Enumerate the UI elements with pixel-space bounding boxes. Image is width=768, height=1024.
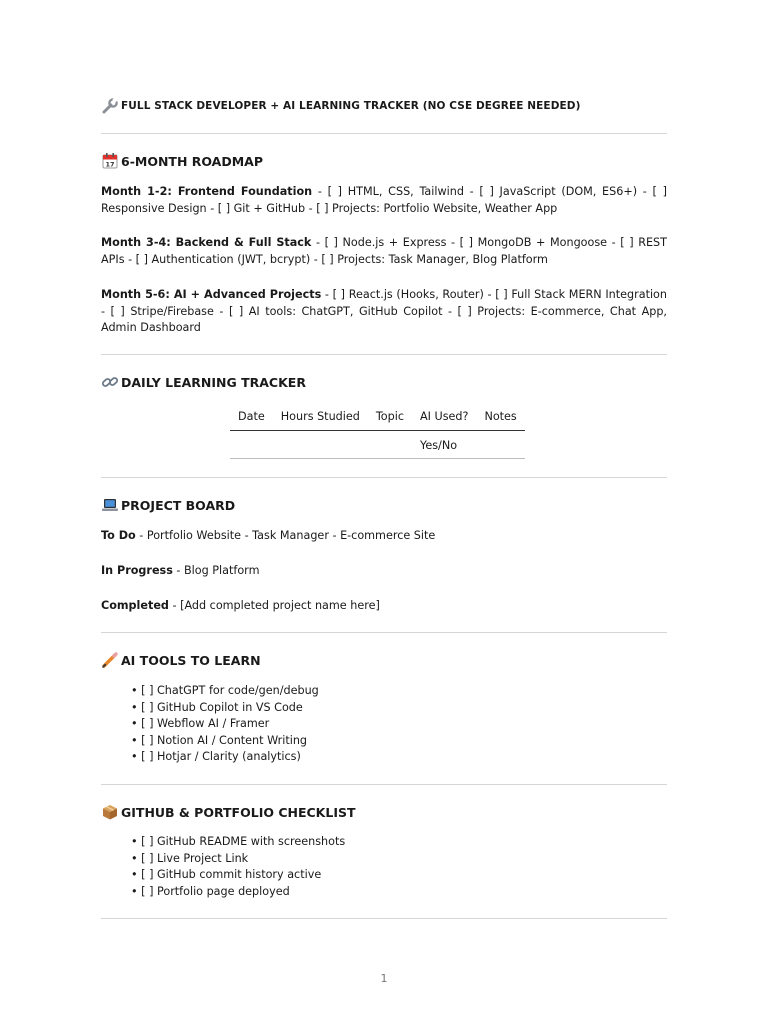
link-icon <box>101 373 119 391</box>
project-board-heading-text: PROJECT BOARD <box>121 497 236 513</box>
completed-text: - [Add completed project name here] <box>168 599 380 612</box>
ai-tools-heading <box>101 651 261 669</box>
roadmap-month-5-6 <box>101 287 667 337</box>
document-title-text: FULL STACK DEVELOPER + AI LEARNING TRACKER (NO CSE DEGREE NEEDED) <box>121 100 581 112</box>
list-item: • [ ] Hotjar / Clarity (analytics) <box>131 749 319 766</box>
daily-tracker-table <box>230 406 525 459</box>
package-icon <box>101 803 119 821</box>
roadmap-heading <box>101 152 263 170</box>
divider <box>101 918 667 919</box>
table-cell <box>368 431 412 459</box>
table-cell <box>476 431 524 459</box>
todo-label: To Do <box>101 529 136 542</box>
tracker-heading <box>101 373 306 391</box>
roadmap-month-3-4 <box>101 235 667 268</box>
list-item: • [ ] Live Project Link <box>131 851 345 868</box>
roadmap-heading-text: 6-MONTH ROADMAP <box>121 153 263 169</box>
laptop-icon <box>101 496 119 514</box>
roadmap-month-1-2 <box>101 184 667 217</box>
board-in-progress <box>101 563 259 579</box>
column-header: AI Used? <box>412 406 476 431</box>
github-heading-text: GITHUB & PORTFOLIO CHECKLIST <box>121 804 356 820</box>
github-heading <box>101 803 356 821</box>
divider <box>101 133 667 134</box>
divider <box>101 354 667 355</box>
wrench-icon <box>101 97 119 115</box>
table-row <box>230 431 525 459</box>
todo-text: - Portfolio Website - Task Manager - E-commerce Site <box>135 529 436 542</box>
board-todo <box>101 528 435 544</box>
ai-tools-heading-text: AI TOOLS TO LEARN <box>121 652 261 668</box>
document-title <box>101 97 581 115</box>
divider <box>101 784 667 785</box>
column-header: Hours Studied <box>273 406 368 431</box>
list-item: • [ ] GitHub README with screenshots <box>131 834 345 851</box>
table-cell: Yes/No <box>412 431 476 459</box>
completed-label: Completed <box>101 599 169 612</box>
month-3-4-label: Month 3-4: Backend & Full Stack <box>101 236 312 249</box>
tracker-heading-text: DAILY LEARNING TRACKER <box>121 374 306 390</box>
svg-text:17: 17 <box>105 160 115 169</box>
list-item: • [ ] Portfolio page deployed <box>131 884 345 901</box>
in-progress-text: - Blog Platform <box>172 564 260 577</box>
table-header-row <box>230 406 525 431</box>
list-item: • [ ] GitHub Copilot in VS Code <box>131 700 319 717</box>
list-item: • [ ] GitHub commit history active <box>131 867 345 884</box>
calendar-icon <box>101 152 119 170</box>
list-item: • [ ] Webflow AI / Framer <box>131 716 319 733</box>
column-header: Notes <box>476 406 524 431</box>
table-cell <box>273 431 368 459</box>
divider <box>101 632 667 633</box>
list-item: • [ ] ChatGPT for code/gen/debug <box>131 683 319 700</box>
project-board-heading <box>101 496 235 514</box>
pencil-icon <box>101 651 119 669</box>
divider <box>101 477 667 478</box>
page-number: 1 <box>380 972 388 985</box>
month-1-2-text: - [ ] HTML, CSS, Tailwind - [ ] JavaScript (DOM, ES6+) - [ ] Responsive Design - [ ] Git + GitHub - [ ] Projects: Portfolio Website, Weather App <box>101 185 667 215</box>
ai-tools-list <box>131 683 319 766</box>
table-cell <box>230 431 273 459</box>
in-progress-label: In Progress <box>101 564 173 577</box>
list-item: • [ ] Notion AI / Content Writing <box>131 733 319 750</box>
github-checklist <box>131 834 345 900</box>
month-5-6-text: - [ ] React.js (Hooks, Router) - [ ] Full Stack MERN Integration - [ ] Stripe/Firebase - [ ] AI tools: ChatGPT, GitHub Copilot - [ ] Projects: E-commerce, Chat App, Admin Dashboard <box>101 288 667 334</box>
board-completed <box>101 598 380 614</box>
month-1-2-label: Month 1-2: Frontend Foundation <box>101 185 313 198</box>
column-header: Topic <box>368 406 412 431</box>
month-3-4-text: - [ ] Node.js + Express - [ ] MongoDB + Mongoose - [ ] REST APIs - [ ] Authentication (JWT, bcrypt) - [ ] Projects: Task Manager, Blog Platform <box>101 236 667 266</box>
month-5-6-label: Month 5-6: AI + Advanced Projects <box>101 288 322 301</box>
column-header: Date <box>230 406 273 431</box>
